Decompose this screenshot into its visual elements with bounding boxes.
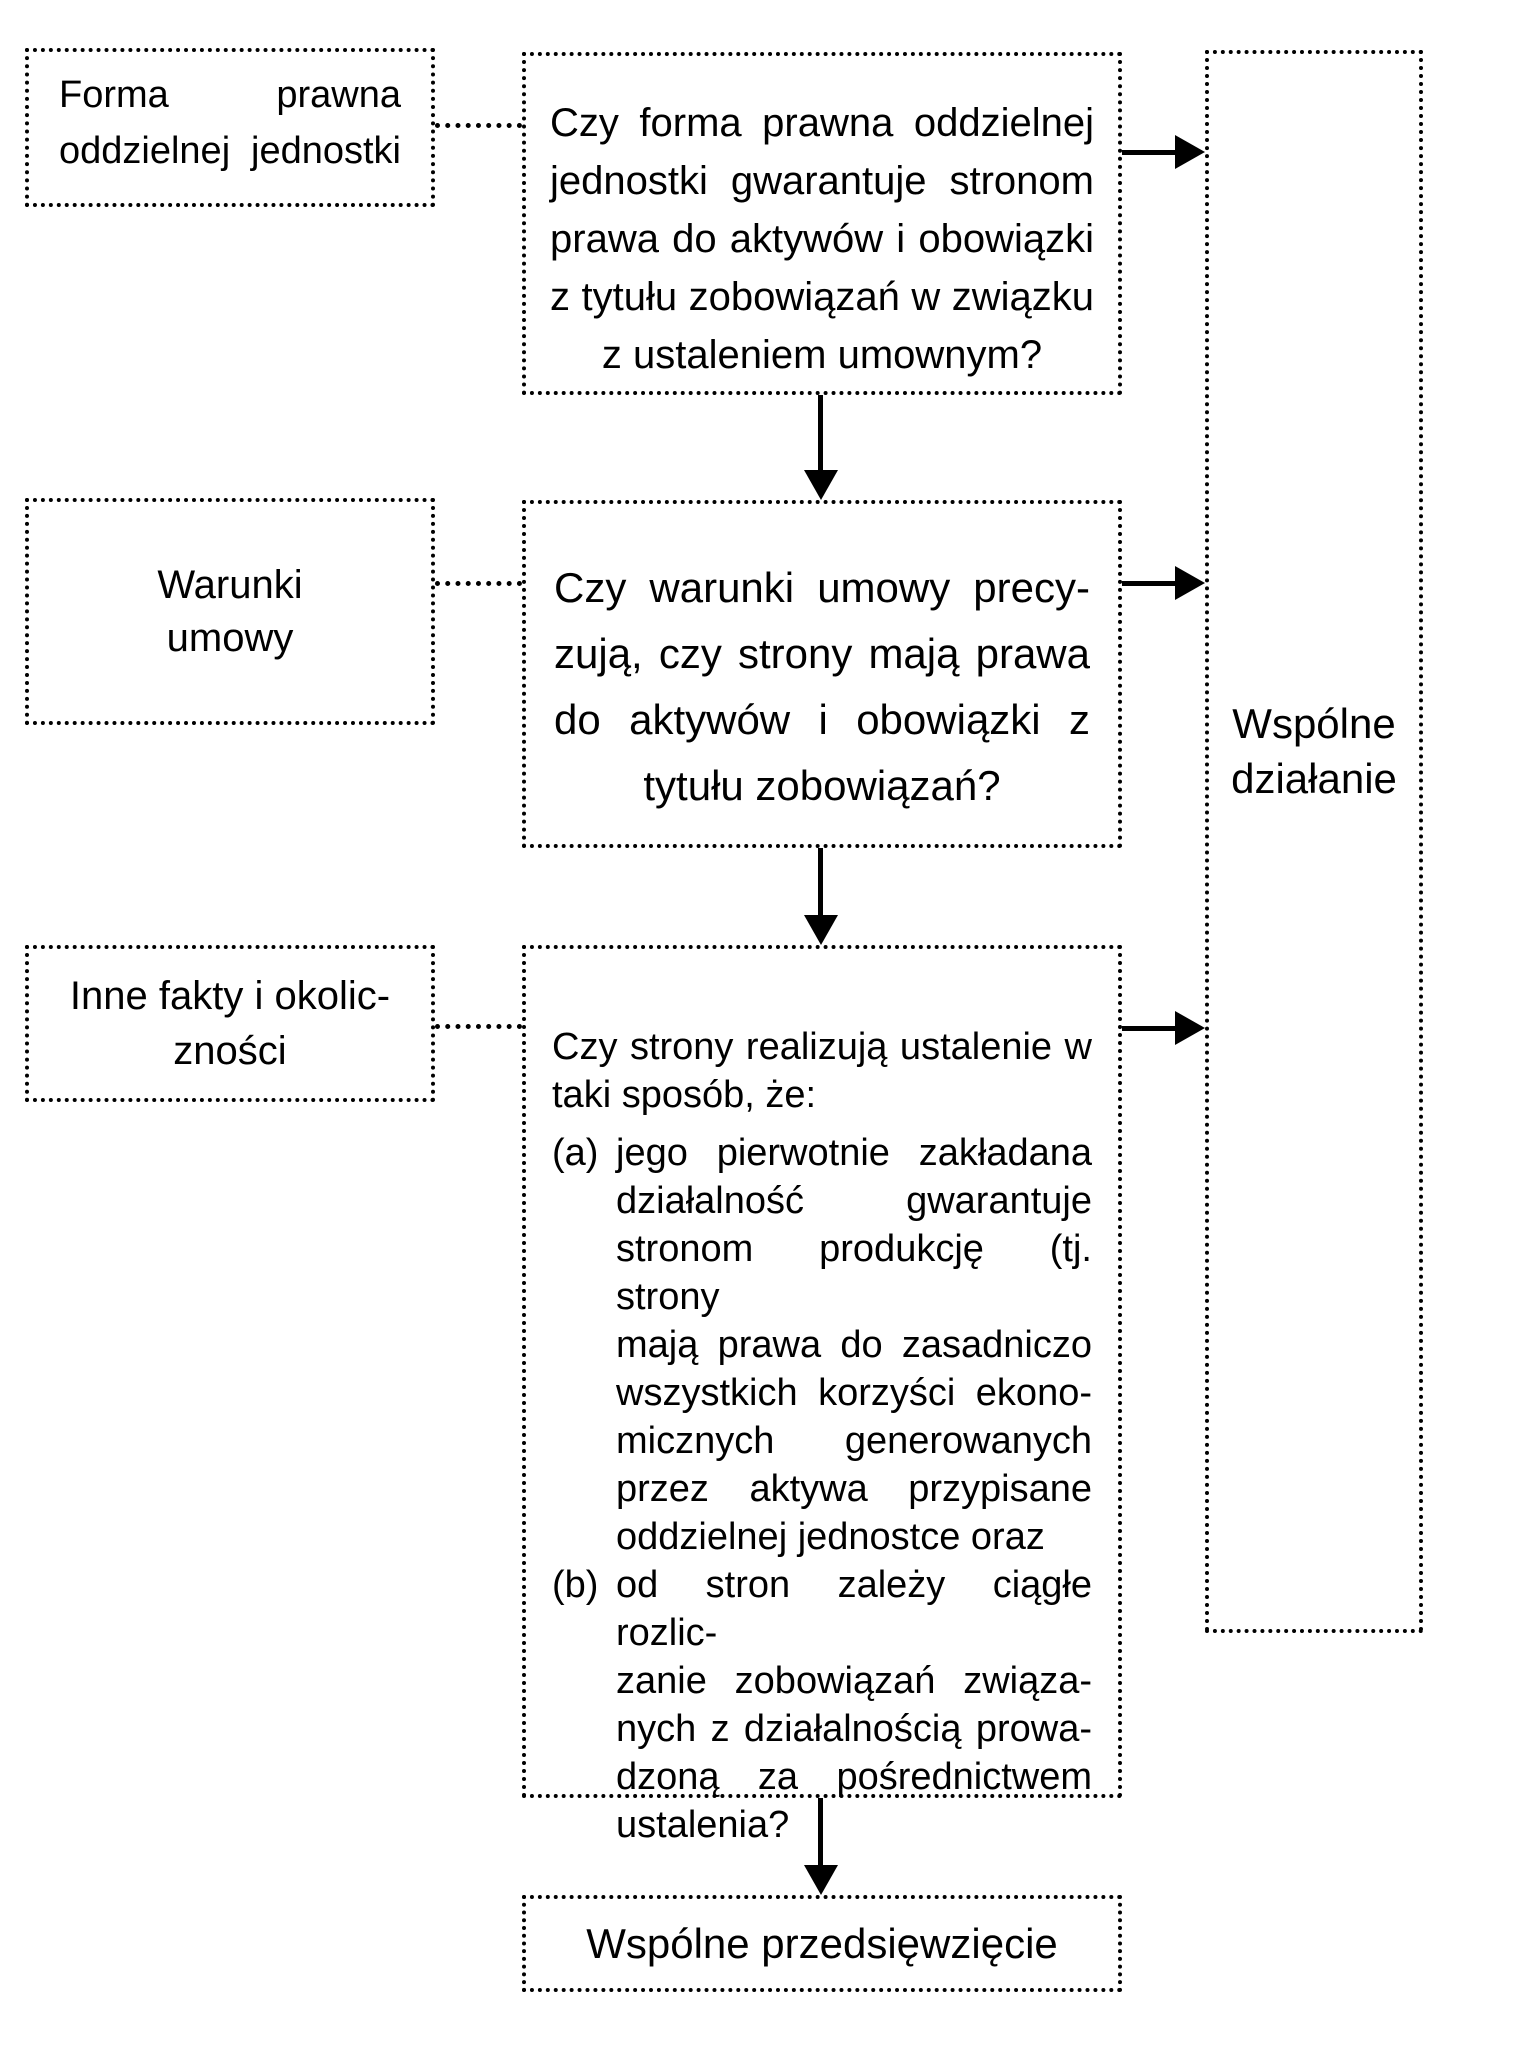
- text-line: do aktywów i obowiązki z: [554, 696, 1090, 743]
- text-line: prawa do aktywów i obowiązki: [550, 217, 1094, 261]
- text-line: zanie zobowiązań związa-: [616, 1660, 1092, 1702]
- text-line: dzoną za pośrednictwem: [616, 1756, 1092, 1798]
- arrowhead-right-icon: [1175, 566, 1205, 600]
- arrowhead-right-icon: [1175, 1011, 1205, 1045]
- text-line: z ustaleniem umownym?: [601, 333, 1043, 377]
- list-marker: (b): [552, 1564, 599, 1606]
- text-line: działanie: [1231, 755, 1397, 802]
- list-marker: (a): [552, 1132, 599, 1174]
- list-item-text: [616, 1129, 1092, 1561]
- text-line: mają prawa do zasadniczo: [616, 1324, 1092, 1366]
- text-line: oddzielnej jednostki: [59, 130, 401, 172]
- text-line: Wspólne przedsięwzięcie: [586, 1919, 1058, 1967]
- arrowhead-down-icon: [804, 915, 838, 945]
- text-line: stronom produkcję (tj. strony: [616, 1228, 1092, 1318]
- arrowhead-down-icon: [804, 470, 838, 500]
- connector-contract-terms: [435, 581, 522, 586]
- text-line: Wspólne: [1232, 700, 1396, 747]
- outcome-box-joint-operation: [1205, 50, 1423, 1633]
- arrow-shaft-right-1: [1122, 150, 1178, 155]
- text-line: nych z działalnością prowa-: [616, 1708, 1092, 1750]
- arrow-shaft-right-3: [1122, 1026, 1178, 1031]
- outcome-box-joint-venture: [522, 1895, 1122, 1992]
- text-line: od stron zależy ciągłe rozlic-: [616, 1564, 1092, 1654]
- input-box-contract-terms: [25, 498, 435, 725]
- text-line: tytułu zobowiązań?: [643, 762, 1001, 809]
- text-line: jego pierwotnie zakładana: [616, 1132, 1092, 1174]
- text-line: zują, czy strony mają prawa: [554, 630, 1090, 677]
- text-line: ustalenia?: [616, 1804, 790, 1846]
- connector-legal-form: [435, 123, 522, 128]
- input-box-legal-form: [25, 48, 435, 207]
- list-item-a: [552, 1129, 1092, 1561]
- question-intro: [552, 1023, 1092, 1119]
- text-line: Czy warunki umowy precy-: [554, 564, 1090, 611]
- text-line: Czy strony realizują ustalenie w: [552, 1026, 1092, 1068]
- connector-other-facts: [435, 1024, 522, 1029]
- question-box-legal-form: [522, 52, 1122, 395]
- text-line: jednostki gwarantuje stronom: [550, 159, 1094, 203]
- text-line: micznych generowanych: [616, 1420, 1092, 1462]
- question-box-contract-terms: [522, 500, 1122, 848]
- text-line: Forma prawna: [59, 74, 401, 116]
- question-box-conduct: [522, 945, 1122, 1846]
- arrow-shaft-right-2: [1122, 581, 1178, 586]
- arrow-shaft-down-3: [818, 1798, 823, 1868]
- text-line: Warunki: [157, 562, 303, 607]
- text-line: umowy: [166, 615, 294, 660]
- text-line: Czy forma prawna oddzielnej: [550, 101, 1094, 145]
- list-item-text: [616, 1561, 1092, 1849]
- text-line: zności: [173, 1028, 287, 1073]
- input-box-other-facts: [25, 945, 435, 1102]
- arrowhead-right-icon: [1175, 135, 1205, 169]
- text-line: działalność gwarantuje: [616, 1180, 1092, 1222]
- text-line: oddzielnej jednostce oraz: [616, 1516, 1045, 1558]
- text-line: z tytułu zobowiązań w związku: [550, 275, 1094, 319]
- arrow-shaft-down-2: [818, 848, 823, 918]
- text-line: Inne fakty i okolic-: [69, 973, 391, 1018]
- arrowhead-down-icon: [804, 1865, 838, 1895]
- text-line: taki sposób, że:: [552, 1074, 817, 1116]
- arrow-shaft-down-1: [818, 395, 823, 473]
- text-line: wszystkich korzyści ekono-: [616, 1372, 1092, 1414]
- text-line: przez aktywa przypisane: [616, 1468, 1092, 1510]
